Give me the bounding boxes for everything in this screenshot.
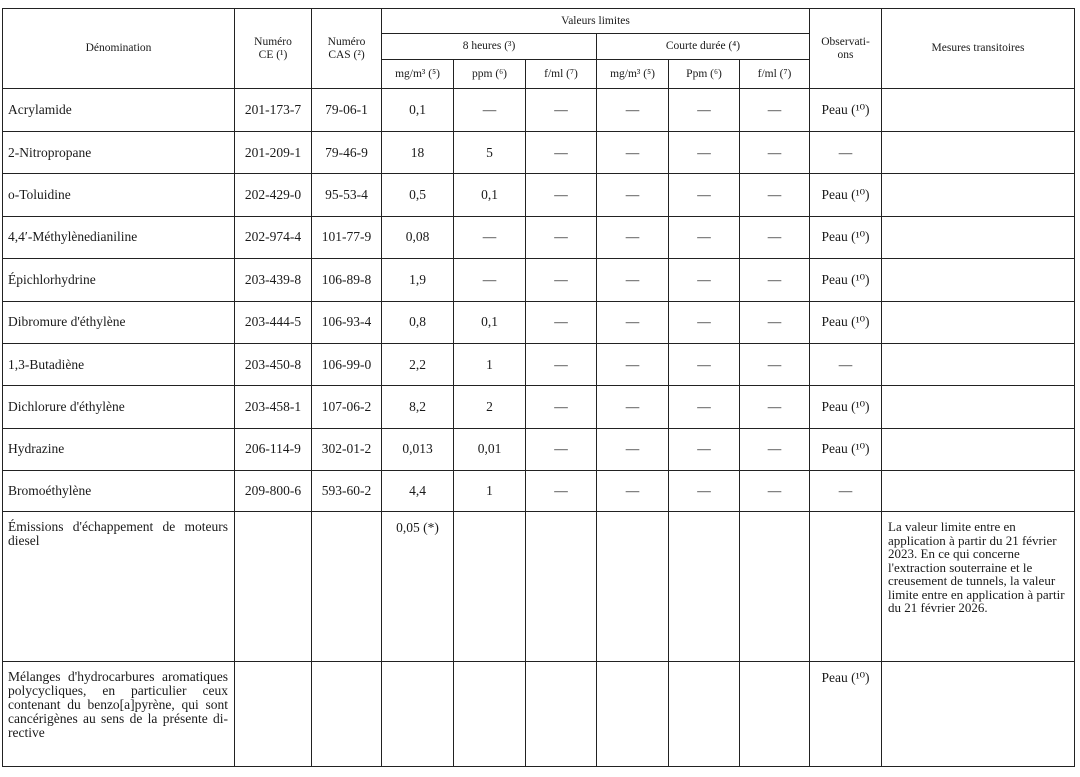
cell-ppm-8h: 1 <box>454 471 526 512</box>
cell-ppm-short: — <box>669 216 740 258</box>
header-numero-cas: Numéro CAS (²) <box>312 9 382 89</box>
cell-cas: 101-77-9 <box>312 216 382 258</box>
cell-name: Émissions d'échappement de moteurs diesel <box>3 512 235 662</box>
cell-fml-8h: — <box>526 89 597 132</box>
cell-fml-short: — <box>740 89 810 132</box>
cell-fml-short: — <box>740 471 810 512</box>
cell-ppm-short: — <box>669 174 740 216</box>
cell-mg-short: — <box>597 216 669 258</box>
cell-ppm-8h: — <box>454 259 526 301</box>
cell-fml-short: — <box>740 343 810 385</box>
cell-mg-8h: 18 <box>382 132 454 174</box>
cell-mg-8h: 0,5 <box>382 174 454 216</box>
cell-ce: 203-439-8 <box>235 259 312 301</box>
cell-observations: Peau (¹⁰) <box>810 216 882 258</box>
table-row <box>3 301 1075 343</box>
table-header <box>3 9 1075 89</box>
header-courte-duree: Courte durée (⁴) <box>597 34 810 60</box>
cell-mg-short: — <box>597 132 669 174</box>
cell-mg-short: — <box>597 428 669 470</box>
table-row <box>3 386 1075 428</box>
cell-name: 1,3-Butadiène <box>3 343 235 385</box>
cell-ppm-short: — <box>669 89 740 132</box>
cell-fml-8h: — <box>526 216 597 258</box>
cell-ce: 201-173-7 <box>235 89 312 132</box>
table-row <box>3 89 1075 132</box>
cell-ce: 203-444-5 <box>235 301 312 343</box>
table-row <box>3 259 1075 301</box>
cell-mesures <box>882 471 1075 512</box>
cell-mg-8h: 0,08 <box>382 216 454 258</box>
cell-name: 4,4′-Méthylènedianiline <box>3 216 235 258</box>
cell-fml-short: — <box>740 174 810 216</box>
cell-fml-8h: — <box>526 471 597 512</box>
cell-cas: 79-46-9 <box>312 132 382 174</box>
cell-ppm-8h: — <box>454 89 526 132</box>
cell-fml-short: — <box>740 428 810 470</box>
cell-mg-short: — <box>597 174 669 216</box>
cell-mesures <box>882 343 1075 385</box>
table-row-hap <box>3 662 1075 767</box>
cell-observations: Peau (¹⁰) <box>810 174 882 216</box>
cell-fml-8h: — <box>526 343 597 385</box>
table-body <box>3 89 1075 767</box>
cell-name: Hydrazine <box>3 428 235 470</box>
cell-ppm-8h: 0,01 <box>454 428 526 470</box>
table-row <box>3 174 1075 216</box>
cell-cas: 106-93-4 <box>312 301 382 343</box>
cell-ppm-short: — <box>669 132 740 174</box>
cell-fml-short <box>740 662 810 767</box>
cell-ce <box>235 512 312 662</box>
table-row <box>3 343 1075 385</box>
cell-name: Épichlorhydrine <box>3 259 235 301</box>
cell-ppm-8h: — <box>454 216 526 258</box>
cell-mg-8h: 4,4 <box>382 471 454 512</box>
cell-cas: 106-89-8 <box>312 259 382 301</box>
cell-mg-short: — <box>597 259 669 301</box>
cell-ppm-short: — <box>669 471 740 512</box>
cell-mesures <box>882 216 1075 258</box>
cell-ppm-8h: 1 <box>454 343 526 385</box>
cell-name: Bromoéthylène <box>3 471 235 512</box>
cell-observations: Peau (¹⁰) <box>810 89 882 132</box>
cell-ppm-short: — <box>669 386 740 428</box>
cell-ce: 206-114-9 <box>235 428 312 470</box>
cell-observations: — <box>810 343 882 385</box>
limit-values-table <box>2 8 1075 767</box>
cell-cas: 95-53-4 <box>312 174 382 216</box>
cell-cas: 107-06-2 <box>312 386 382 428</box>
header-unit-mg-8h: mg/m³ (⁵) <box>382 60 454 89</box>
cell-mesures <box>882 174 1075 216</box>
cell-ce: 209-800-6 <box>235 471 312 512</box>
cell-cas: 106-99-0 <box>312 343 382 385</box>
cell-name: Dibromure d'éthylène <box>3 301 235 343</box>
cell-observations: Peau (¹⁰) <box>810 662 882 767</box>
cell-mg-8h: 1,9 <box>382 259 454 301</box>
cell-observations: — <box>810 471 882 512</box>
cell-fml-short <box>740 512 810 662</box>
header-unit-ppm-8h: ppm (⁶) <box>454 60 526 89</box>
header-unit-fml-short: f/ml (⁷) <box>740 60 810 89</box>
table-row <box>3 132 1075 174</box>
cell-ce: 203-450-8 <box>235 343 312 385</box>
cell-ppm-short: — <box>669 259 740 301</box>
cell-fml-short: — <box>740 301 810 343</box>
cell-ppm-8h: 2 <box>454 386 526 428</box>
cell-mg-8h: 0,05 (*) <box>382 512 454 662</box>
cell-fml-8h: — <box>526 428 597 470</box>
table-row <box>3 471 1075 512</box>
cell-mg-8h: 8,2 <box>382 386 454 428</box>
header-mesures-transitoires: Mesures transitoires <box>882 9 1075 89</box>
cell-cas <box>312 662 382 767</box>
cell-mesures <box>882 89 1075 132</box>
cell-ppm-8h: 0,1 <box>454 174 526 216</box>
cell-fml-8h: — <box>526 132 597 174</box>
cell-name: Acrylamide <box>3 89 235 132</box>
cell-mesures <box>882 662 1075 767</box>
cell-observations: Peau (¹⁰) <box>810 259 882 301</box>
header-unit-ppm-short: Ppm (⁶) <box>669 60 740 89</box>
cell-mg-8h <box>382 662 454 767</box>
cell-mesures <box>882 386 1075 428</box>
cell-mg-short: — <box>597 343 669 385</box>
cell-fml-8h: — <box>526 174 597 216</box>
cell-name: Dichlorure d'éthylène <box>3 386 235 428</box>
cell-fml-short: — <box>740 259 810 301</box>
cell-ce: 203-458-1 <box>235 386 312 428</box>
cell-mg-short: — <box>597 386 669 428</box>
cell-observations: Peau (¹⁰) <box>810 301 882 343</box>
cell-mg-short <box>597 662 669 767</box>
cell-mesures: La valeur limite entre en application à partir du 21 février 2023. En ce qui concerne l'extraction souterraine et le creusement de tunnels, la valeur limite entre en application à partir du 21 février 2026. <box>882 512 1075 662</box>
table-row <box>3 216 1075 258</box>
cell-ppm-8h <box>454 512 526 662</box>
cell-ce: 201-209-1 <box>235 132 312 174</box>
cell-mg-8h: 0,1 <box>382 89 454 132</box>
cell-observations: Peau (¹⁰) <box>810 428 882 470</box>
cell-mesures <box>882 132 1075 174</box>
cell-observations: — <box>810 132 882 174</box>
cell-ppm-short: — <box>669 343 740 385</box>
cell-cas <box>312 512 382 662</box>
cell-mg-8h: 0,013 <box>382 428 454 470</box>
cell-cas: 302-01-2 <box>312 428 382 470</box>
cell-ce <box>235 662 312 767</box>
header-observations: Observati- ons <box>810 9 882 89</box>
cell-mg-short: — <box>597 471 669 512</box>
cell-fml-8h: — <box>526 259 597 301</box>
cell-observations: Peau (¹⁰) <box>810 386 882 428</box>
cell-ppm-short: — <box>669 301 740 343</box>
header-denomination: Dénomination <box>3 9 235 89</box>
table-row <box>3 428 1075 470</box>
cell-name: 2-Nitropropane <box>3 132 235 174</box>
cell-fml-short: — <box>740 132 810 174</box>
cell-mg-short: — <box>597 301 669 343</box>
cell-fml-8h: — <box>526 301 597 343</box>
cell-cas: 79-06-1 <box>312 89 382 132</box>
table-row-diesel <box>3 512 1075 662</box>
cell-ppm-8h: 0,1 <box>454 301 526 343</box>
cell-ppm-short <box>669 662 740 767</box>
cell-ppm-8h: 5 <box>454 132 526 174</box>
cell-mg-8h: 2,2 <box>382 343 454 385</box>
header-numero-ce: Numéro CE (¹) <box>235 9 312 89</box>
cell-cas: 593-60-2 <box>312 471 382 512</box>
cell-ppm-short: — <box>669 428 740 470</box>
header-unit-mg-short: mg/m³ (⁵) <box>597 60 669 89</box>
cell-ppm-8h <box>454 662 526 767</box>
cell-fml-8h <box>526 512 597 662</box>
cell-ce: 202-974-4 <box>235 216 312 258</box>
cell-fml-short: — <box>740 386 810 428</box>
cell-name: Mélanges d'hydrocarbures aromatiques polycycliques, en particulier ceux contenant du benzo[a]pyrène, qui sont cancérigènes au sens de la présente di-rective <box>3 662 235 767</box>
cell-mesures <box>882 259 1075 301</box>
header-unit-fml-8h: f/ml (⁷) <box>526 60 597 89</box>
cell-mg-short: — <box>597 89 669 132</box>
cell-mesures <box>882 301 1075 343</box>
header-valeurs-limites: Valeurs limites <box>382 9 810 34</box>
cell-mg-short <box>597 512 669 662</box>
cell-mg-8h: 0,8 <box>382 301 454 343</box>
cell-fml-8h <box>526 662 597 767</box>
cell-ce: 202-429-0 <box>235 174 312 216</box>
cell-fml-8h: — <box>526 386 597 428</box>
cell-name: o-Toluidine <box>3 174 235 216</box>
header-8-heures: 8 heures (³) <box>382 34 597 60</box>
cell-mesures <box>882 428 1075 470</box>
cell-fml-short: — <box>740 216 810 258</box>
cell-ppm-short <box>669 512 740 662</box>
cell-observations <box>810 512 882 662</box>
